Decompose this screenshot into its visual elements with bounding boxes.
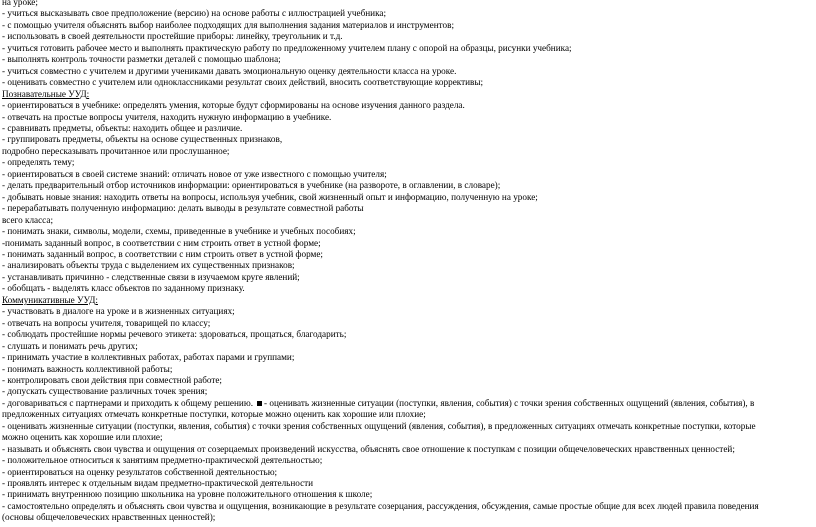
cognitive-heading: Познавательные УУД: (2, 88, 90, 99)
cognitive-line: - ориентироваться в своей системе знаний: отличать новое от уже известного с помощью учителя; (2, 168, 387, 179)
communicative-section (2, 306, 816, 398)
communicative-more-line: (основы общечеловеческих нравственных ценностей); (2, 512, 216, 523)
communicative-line: - принимать участие в коллективных работах, работах парами и группами; (2, 352, 295, 363)
cognitive-line: - группировать предметы, объекты на основе существенных признаков, (2, 134, 283, 145)
cognitive-line: - отвечать на простые вопросы учителя, находить нужную информацию в учебнике. (2, 111, 332, 122)
intro-section (2, 0, 816, 89)
communicative-more-line: - проявлять интерес к отдельным видам предметно-практической деятельности (2, 478, 314, 489)
evaluate-text: - оценивать жизненные ситуации (поступки, явления, события) с точки зрения собственных ощущений (явления, события), в (264, 397, 755, 408)
intro-line: - выполнять контроль точности разметки деталей с помощью шаблона; (2, 54, 281, 65)
cognitive-line: - перерабатывать полученную информацию: делать выводы в результате совместной работы (2, 203, 364, 214)
cognitive-line: - ориентироваться в учебнике: определять умения, которые будут сформированы на основе изучения данного раздела. (2, 100, 465, 111)
intro-line: - учиться совместно с учителем и другими учениками давать эмоциональную оценку деятельности класса на уроке. (2, 65, 457, 76)
communicative-line: - соблюдать простейшие нормы речевого этикета: здороваться, прощаться, благодарить; (2, 329, 347, 340)
communicative-line: - понимать важность коллективной работы; (2, 363, 173, 374)
cognitive-line: - делать предварительный отбор источников информации: ориентироваться в учебнике (на развороте, в оглавлении, в словаре); (2, 180, 501, 191)
communicative-line: - отвечать на вопросы учителя, товарищей по классу; (2, 317, 211, 328)
cognitive-section (2, 100, 816, 295)
intro-line: - оценивать совместно с учителем или одноклассниками результат своих действий, вносить соответствующие коррективы; (2, 77, 484, 88)
communicative-line: - слушать и понимать речь других; (2, 340, 138, 351)
cognitive-line: - понимать заданный вопрос, в соответствии с ним строить ответ в устной форме; (2, 248, 323, 259)
mixed-line (2, 398, 816, 409)
intro-line: - использовать в своей деятельности простейшие приборы: линейку, треугольник и т.д. (2, 31, 343, 42)
cognitive-line: - обобщать - выделять класс объектов по заданному признаку. (2, 283, 245, 294)
communicative-more-line: - самостоятельно определять и объяснять свои чувства и ощущения, возникающие в результате созерцания, рассуждения, обсуждения, самые простые общие для всех людей правила поведения (2, 500, 759, 511)
communicative-heading: Коммуникативные УУД: (2, 294, 98, 305)
communicative-more-line: можно оценить как хорошие или плохие; (2, 432, 163, 443)
intro-line: на уроке; (2, 0, 38, 7)
agreement-text: - договариваться с партнерами и приходить к общему решению. (2, 397, 253, 408)
communicative-line: - допускать существование различных точек зрения; (2, 386, 208, 397)
cognitive-line: - определять тему; (2, 157, 75, 168)
intro-line: - учиться готовить рабочее место и выполнять практическую работу по предложенному учителем плану с опорой на образцы, рисунки учебника; (2, 42, 572, 53)
communicative-line: - контролировать свои действия при совместной работе; (2, 374, 222, 385)
communicative-more-line: - положительное относиться к занятиям предметно-практической деятельностью; (2, 455, 323, 466)
communicative-more-line: - принимать внутреннюю позицию школьника на уровне положительного отношения к школе; (2, 489, 373, 500)
cognitive-line: - сравнивать предметы, объекты: находить общее и различие. (2, 122, 243, 133)
communicative-more-section (2, 409, 816, 524)
intro-line: - учиться высказывать свое предположение (версию) на основе работы с иллюстрацией учебника; (2, 8, 387, 19)
cognitive-line: - устанавливать причинно - следственные связи в изучаемом круге явлений; (2, 271, 300, 282)
communicative-more-line: - ориентироваться на оценку результатов собственной деятельностью; (2, 466, 278, 477)
cognitive-line: - добывать новые знания: находить ответы на вопросы, используя учебник, свой жизненный опыт и информацию, полученную на уроке; (2, 191, 538, 202)
communicative-more-line: - называть и объяснять свои чувства и ощущения от созерцаемых произведений искусства, объяснять свое отношение к поступкам с позиции общечеловеческих нравственных ценностей; (2, 443, 735, 454)
cognitive-line: всего класса; (2, 214, 54, 225)
intro-line: - с помощью учителя объяснять выбор наиболее подходящих для выполнения задания материалов и инструментов; (2, 19, 454, 30)
communicative-more-line: предложенных ситуациях отмечать конкретные поступки, которые можно оценить как хорошие или плохие; (2, 409, 426, 420)
communicative-line: - участвовать в диалоге на уроке и в жизненных ситуациях; (2, 306, 235, 317)
cognitive-line: -понимать заданный вопрос, в соответствии с ним строить ответ в устной форме; (2, 237, 321, 248)
cognitive-line: подробно пересказывать прочитанное или прослушанное; (2, 145, 230, 156)
communicative-more-line: - оценивать жизненные ситуации (поступки, явления, события) с точки зрения собственных ощущений (явления, события), в предложенных ситуациях отмечать конкретные поступки, которые (2, 420, 756, 431)
square-bullet-icon (257, 401, 262, 406)
cognitive-line: - анализировать объекты труда с выделением их существенных признаков; (2, 260, 295, 271)
cognitive-line: - понимать знаки, символы, модели, схемы, приведенные в учебнике и учебных пособиях; (2, 226, 356, 237)
